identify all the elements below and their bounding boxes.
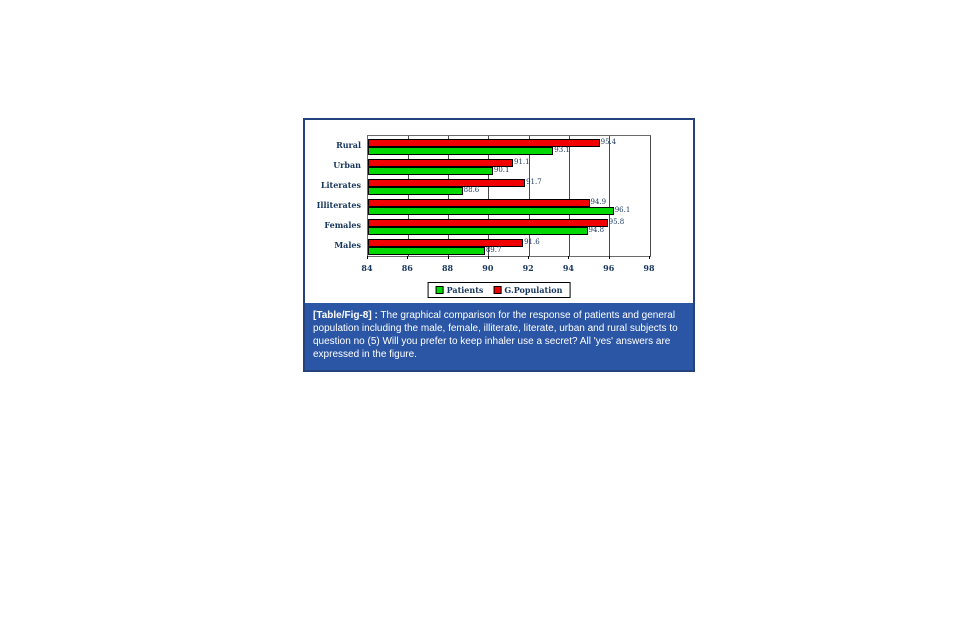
bar-g-population-urban	[368, 159, 513, 167]
x-tick-mark	[367, 256, 368, 259]
category-label: Males	[334, 240, 361, 250]
bar-g-population-literates	[368, 179, 525, 187]
x-tick-label: 92	[522, 263, 534, 273]
bar-patients-illiterates	[368, 207, 614, 215]
gpopulation-swatch-icon	[493, 286, 501, 294]
data-label: 94.9	[590, 198, 607, 206]
bar-patients-females	[368, 227, 588, 235]
bar-patients-urban	[368, 167, 493, 175]
data-label: 93.1	[554, 146, 570, 154]
x-tick-mark	[568, 256, 569, 259]
legend-label-patients: Patients	[446, 285, 484, 295]
gridline	[650, 136, 651, 256]
category-label: Urban	[333, 160, 361, 170]
x-tick-label: 86	[401, 263, 413, 273]
x-tick-label: 98	[643, 263, 655, 273]
bar-g-population-females	[368, 219, 608, 227]
x-tick-mark	[609, 256, 610, 259]
bar-g-population-illiterates	[368, 199, 590, 207]
bar-chart	[305, 120, 693, 303]
x-tick-mark	[488, 256, 489, 259]
x-tick-label: 84	[361, 263, 373, 273]
data-label: 96.1	[614, 206, 631, 214]
bar-patients-rural	[368, 147, 553, 155]
x-tick-label: 96	[603, 263, 615, 273]
category-label: Literates	[320, 180, 361, 190]
data-label: 94.8	[588, 226, 605, 234]
x-tick-label: 88	[441, 263, 454, 273]
x-tick-label: 94	[562, 263, 574, 273]
data-label: 91.1	[514, 158, 530, 166]
figure-caption-text: The graphical comparison for the response of patients and general population including the male, female, illiterate, literate, urban and rural subjects to question no (5) Will you prefer to keep inhaler use a secret? All 'yes' answers are expressed in the figure.	[313, 310, 678, 360]
x-tick-mark	[448, 256, 449, 259]
x-tick-mark	[528, 256, 529, 259]
data-label: 95.8	[608, 218, 625, 226]
data-label: 91.7	[526, 178, 542, 186]
x-tick-mark	[649, 256, 650, 259]
x-tick-label: 90	[482, 263, 494, 273]
data-label: 90.1	[493, 166, 510, 174]
category-label: Rural	[336, 140, 361, 150]
patients-swatch-icon	[436, 286, 444, 294]
x-tick-mark	[407, 256, 408, 259]
plot-area	[367, 135, 651, 257]
gridline	[609, 136, 610, 256]
data-label: 91.6	[524, 238, 540, 246]
figure-caption	[305, 303, 693, 370]
category-label: Illiterates	[316, 200, 361, 210]
legend-item-gpopulation	[493, 285, 562, 295]
legend-item-patients	[436, 285, 484, 295]
data-label: 88.6	[463, 186, 480, 194]
figure-box	[303, 118, 695, 372]
category-label: Females	[324, 220, 361, 230]
bar-patients-literates	[368, 187, 463, 195]
legend-label-gpopulation: G.Population	[504, 285, 563, 295]
legend	[428, 282, 571, 298]
bar-patients-males	[368, 247, 485, 255]
data-label: 89.7	[485, 246, 502, 254]
figure-caption-label: [Table/Fig-8] :	[313, 310, 378, 321]
data-label: 95.4	[600, 138, 617, 146]
